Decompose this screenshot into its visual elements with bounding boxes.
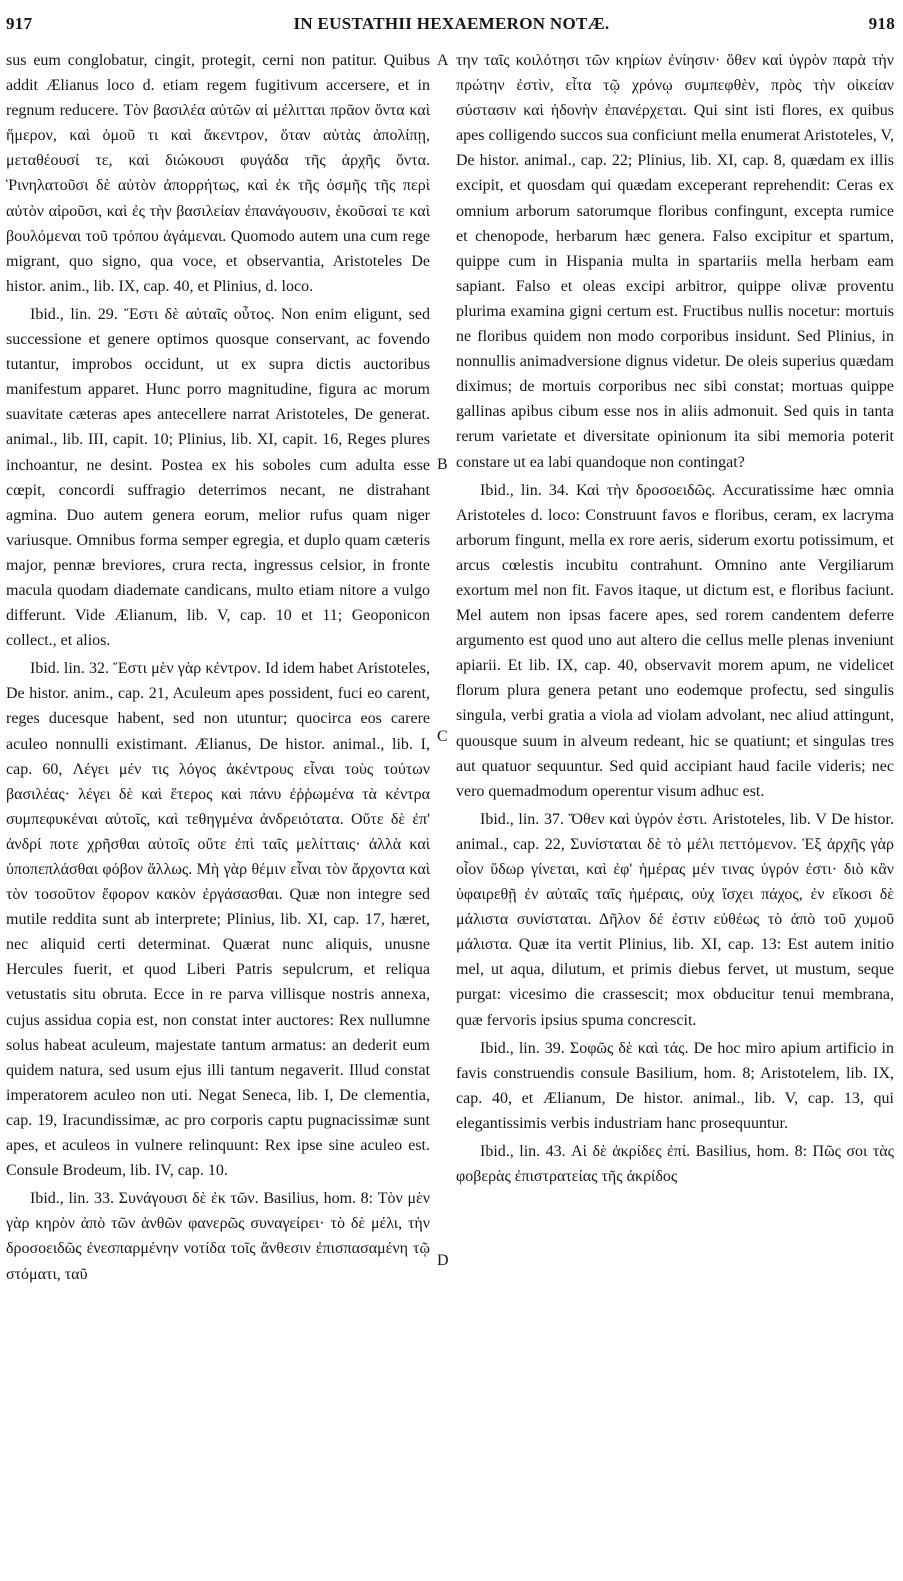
paragraph: την ταῖς κοιλότησι τῶν κηρίων ἐνίησιν· ὅθεν καὶ ὑγρὸν παρὰ τὴν πρώτην ἐστὶν, εἶτα τῷ χρόνῳ συμπεφθὲν, πρὸς τὴν οἰκείαν σύστασιν καὶ ἡδονὴν ἐπανέρχεται. Qui sint isti flores, ex quibus apes colligendo succos sua conficiunt mella enumerat Aristoteles, V, De histor. animal., cap. 22; Plinius, lib. XI, cap. 8, quædam ex illis excipit, et quosdam qui quædam exceperant reprehendit: Ceras ex omnium arborum satorumque floribus confingunt, excepta rumice et chenopode, herbarum hæc genera. Falso excipitur et spartum, quippe cum in Hispania multa in spartariis mella herbam eam sapiant. Falso et oleas excipi arbitror, quippe olivæ proventu plurima examina gigni certum est. Fructibus nullis nocetur: mortuis ne floribus quidem non modo corporibus insidunt. Sed Plinius, in nonnullis animadversione dignus videtur. De oleis superius quædam diximus; de mortuis corporibus nec sibi constat; mortuas quippe gallinas apibus cibum esse nos in aliis admonuit. Sed quis in tanta rerum varietate et diversitate opinionum ita sibi memoria poterit constare ut ea labi quandoque non contingat? xyxy=(456,52,894,471)
paragraph: Ibid., lin. 43. Αἱ δὲ ἀκρίδες ἐπί. Basilius, hom. 8: Πῶς σοι τὰς φοβερὰς ἐπιστρατείας τῆς ἀκρίδος xyxy=(456,1143,894,1186)
paragraph: Ibid., lin. 33. Συνάγουσι δὲ ἐκ τῶν. Basilius, hom. 8: Τὸν μὲν γὰρ κηρὸν ἀπὸ τῶν ἀνθῶν φανερῶς συναγείρει· τὸ δὲ μέλι, τὴν δροσοειδῶς ἐνεσπαρμένην νοτίδα τοῖς ἄνθεσιν ἐπισπασαμένη τῷ στόματι, ταῦ xyxy=(6,1190,430,1283)
paragraph: sus eum conglobatur, cingit, protegit, cerni non patitur. Quibus addit Ælianus loco d. etiam regem fugitivum accersere, et in regnum reducere. Τὸν βασιλέα αὐτῶν αἱ μέλιτται πρᾶον ὄντα καὶ ἥμερον, καὶ ὁμοῦ τι καὶ ἄκεντρον, ὅταν αὐτὰς ἀπολίπῃ, μεταθέουσί τε, καὶ διώκουσι φυγάδα τῆς ἀρχῆς ὄντα. Ῥινηλατοῦσι δὲ αὐτὸν ἀπορρήτως, καὶ ἐκ τῆς ὀσμῆς τῆς περὶ αὐτὸν αἱροῦσι, καὶ ἐς τὴν βασιλείαν ἐπανάγουσιν, ἑκοῦσαί τε καὶ βουλόμεναι τοῦ τρόπου ἀγάμεναι. Quomodo autem una cum rege migrant, quo signo, qua voce, et observantia, Aristoteles De histor. anim., lib. IX, cap. 40, et Plinius, d. loco. xyxy=(6,52,430,295)
running-header xyxy=(0,10,903,38)
paragraph: Ibid., lin. 37. Ὅθεν καὶ ὑγρόν ἐστι. Aristoteles, lib. V De histor. animal., cap. 22, Συνίσταται δὲ τὸ μέλι πεττόμενον. Ἐξ ἀρχῆς γὰρ οἷον ὕδωρ γίνεται, καὶ ἐφ' ἡμέρας μέν τινας ὑγρόν ἐστι· διὸ κἂν ὑφαιρεθῇ ἐν αὐταῖς ταῖς ἡμέραις, οὐχ ἴσχει πάχος, ἐν εἴκοσι δὲ μάλιστα συνίσταται. Δῆλον δέ ἐστιν εὐθέως τὸ ἀπὸ τοῦ χυμοῦ μάλιστα. Quæ ita vertit Plinius, lib. XI, cap. 13: Est autem initio mel, ut aqua, dilutum, et primis diebus fervet, ut mustum, seque purgat: vicesimo die crassescit; mox obducitur tenui membrana, quæ fervoris ipsius spuma concrescit. xyxy=(456,810,894,1029)
page-number-right: 918 xyxy=(868,14,895,33)
margin-letter-c: C xyxy=(437,728,448,745)
paragraph: Ibid., lin. 29. Ἔστι δὲ αὐταῖς οὗτος. Non enim eligunt, sed successione et genere optimos quosque conservant, ac fovendo tutantur, improbos occidunt, ut ex supra dictis auctoribus manifestum apparet. Hunc porro magnitudine, figura ac morum suavitate cæteras apes antecellere narrat Aristoteles, De generat. animal., lib. III, capit. 10; Plinius, lib. XI, capit. 16, Reges plures inchoantur, ne desint. Postea ex his soboles cum adulta esse cœpit, concordi suffragio deterrimos necant, ne distrahant agmina. Duo autem genera eorum, melior rufus quam niger variusque. Omnibus forma semper egregia, et duplo quam cæteris major, pennæ breviores, crura recta, ingressus celsior, in fronte macula quodam diademate candicans, multo etiam nitore a vulgo differunt. Vide Ælianum, lib. V, cap. 10 et 11; Geoponicon collect., et alios. xyxy=(6,305,430,650)
paragraph: Ibid., lin. 34. Καὶ τὴν δροσοειδῶς. Accuratissime hæc omnia Aristoteles d. loco: Construunt favos e floribus, ceram, ex lacryma arborum fingunt, mella ex rore aeris, siderum exortu potissimum, et arcus cœlestis incubitu contrahunt. Omnino ante Vergiliarum exortum mel non fit. Favos itaque, ut dictum est, e floribus faciunt. Mel autem non ipsas facere apes, sed rorem candentem deferre argumento est quod uno aut altero die cellus melle plenas inveniunt apiarii. Et lib. IX, cap. 40, observavit morem apum, ne videlicet florum plura genera petant uno eodemque profectu, sed singulis singula, verbi gratia a viola ad violam advolant, nec aliud attingunt, quousque suum in alveum redeant, hic se quatiunt; et singulas tres aut quatuor sequuntur. Sed quid accipiant haud facile videris; nec vero quemadmodum operentur visum adhuc est. xyxy=(456,481,894,800)
running-title: IN EUSTATHII HEXAEMERON NOTÆ. xyxy=(293,14,610,33)
left-column xyxy=(6,48,430,1287)
paragraph: Ibid. lin. 32. Ἔστι μὲν γὰρ κέντρον. Id idem habet Aristoteles, De histor. anim., cap. 21, Aculeum apes possident, fuci eo carent, reges ducesque habent, sed non utuntur; quocirca eos carere aculeo nonnulli existimant. Ælianus, De histor. animal., lib. I, cap. 60, Λέγει μέν τις λόγος ἀκέντρους εἶναι τοὺς τούτων βασιλέας· λέγει δὲ καὶ ἕτερος καὶ πάνυ ἐῤῥωμένα τὰ κέντρα συμπεφυκέναι αὐτοῖς, καὶ τεθηγμένα ἀνδρειότατα. Οὔτε δὲ ἐπ' ἀνδρί ποτε χρῆσθαι αὐτοῖς οὔτε ἐπὶ ταῖς μελίτταις· ἀλλὰ καὶ ὑποπεπλάσθαι φόβον ἄλλως. Μὴ γὰρ θέμιν εἶναι τὸν ἄρχοντα καὶ τὸν τοσοῦτον ἔφορον κακὸν ἐργάσασθαι. Quæ non integre sed mutile reddita sunt ab interprete; Plinius, lib. XI, cap. 17, hæret, nec aliquid certi determinat. Quærat nunc aliquis, unusne Hercules fuerit, et quod Liberi Patris sepulcrum, et reliqua vetustatis situ obruta. Ecce in re parva villisque nostris annexa, cujus assidua copia est, non constat inter auctores: Rex nullumne solus habeat aculeum, majestate tantum armatus: an dederit eum quidem natura, sed usum ejus illi tantum negaverit. Illud constat imperatorem aculeo non uti. Negat Seneca, lib. I, De clementia, cap. 19, Iracundissimæ, ac pro corporis captu pugnacissimæ sunt apes, et aculeos in vulnere relinquunt: Rex ipse sine aculeo est. Consule Brodeum, lib. IV, cap. 10. xyxy=(6,660,430,1180)
right-column xyxy=(456,48,894,1189)
margin-letter-a: A xyxy=(437,52,449,69)
page-number-left: 917 xyxy=(6,14,33,33)
margin-letter-b: B xyxy=(437,456,448,473)
paragraph: Ibid., lin. 39. Σοφῶς δὲ καὶ τάς. De hoc miro apium artificio in favis construendis consule Basilium, hom. 8; Aristotelem, lib. IX, cap. 40, et Ælianum, De histor. animal., lib. V, cap. 13, qui elegantissimis verbis industriam hanc prosequuntur. xyxy=(456,1039,894,1132)
margin-letter-d: D xyxy=(437,1252,449,1269)
